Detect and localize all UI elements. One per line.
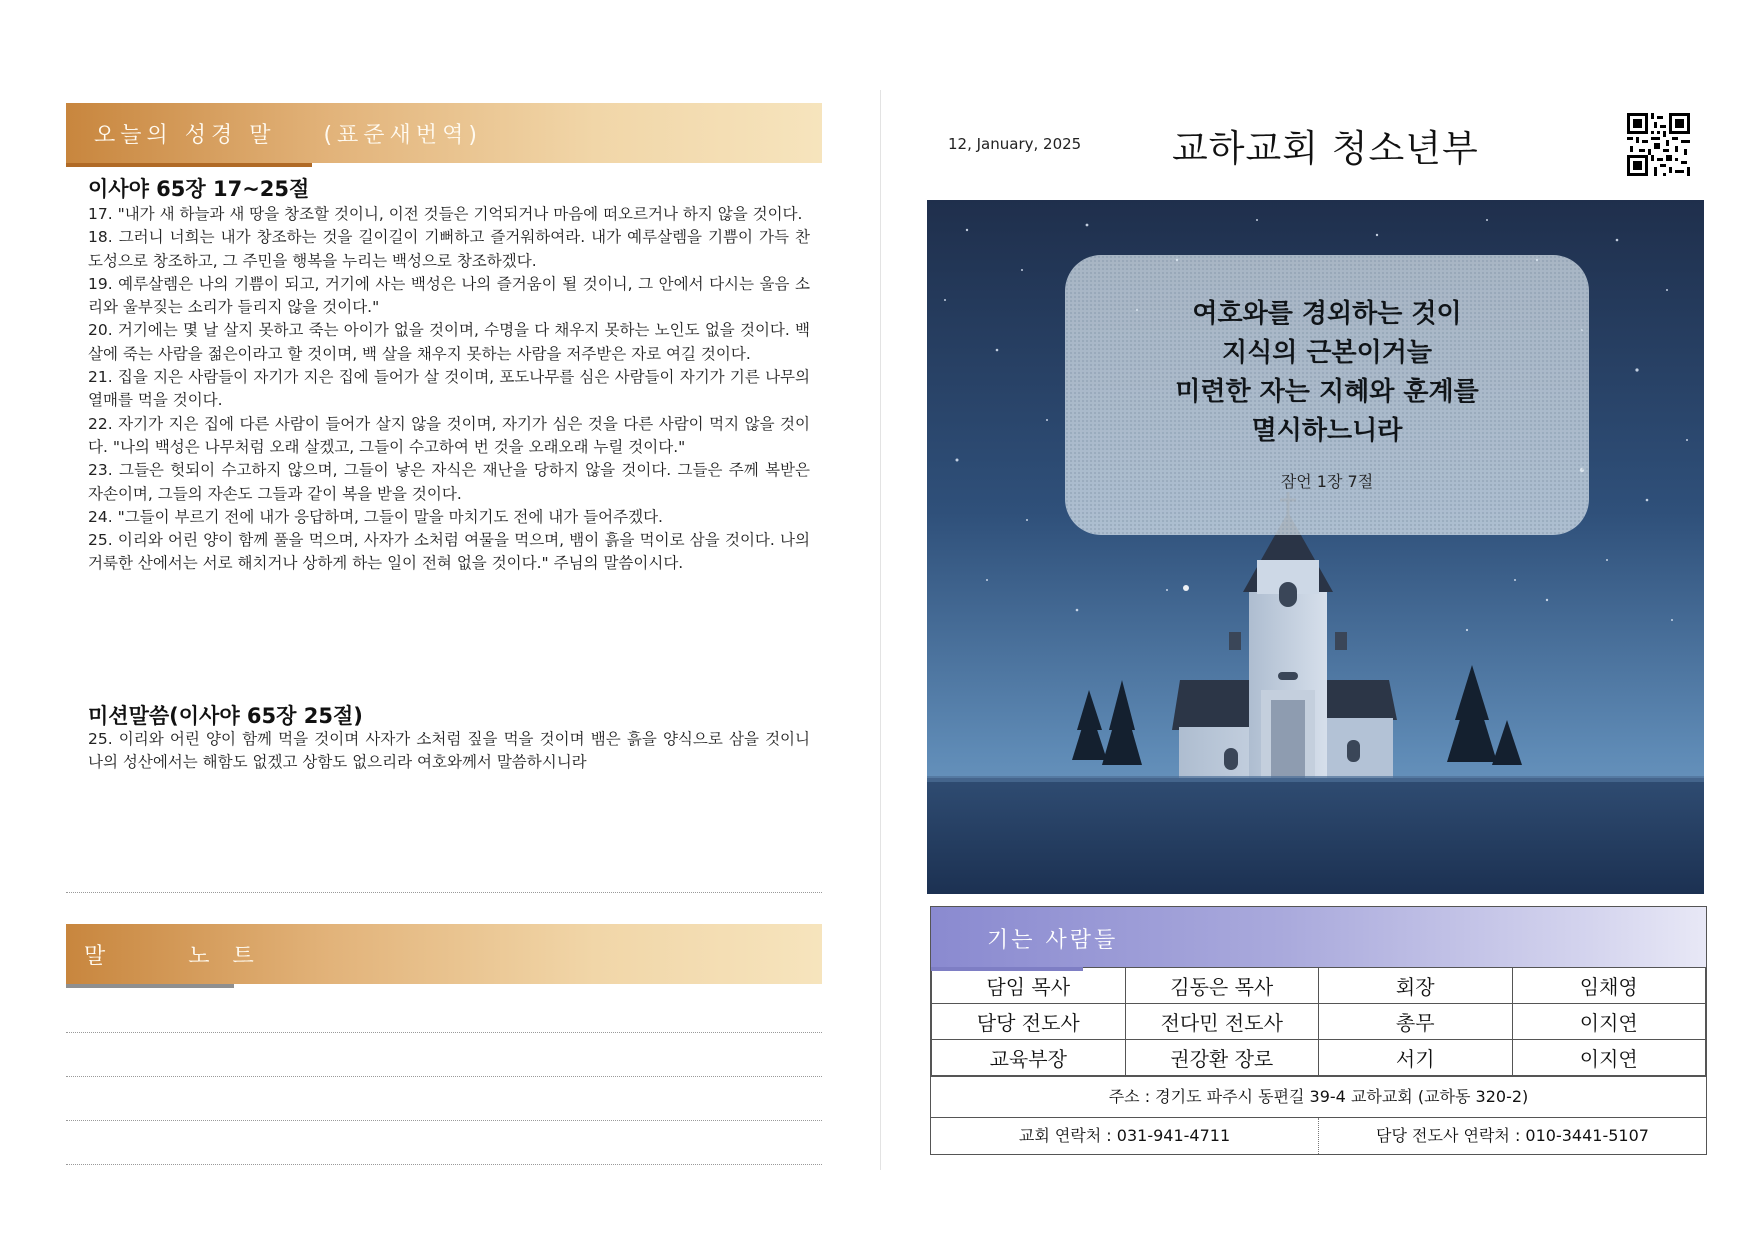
- notes-banner-label: 말 노 트: [84, 944, 262, 969]
- theme-verse-line: 멸시하느니라: [1251, 416, 1403, 446]
- staff-role: 회장: [1319, 968, 1513, 1004]
- bulletin-title: 교하교회 청소년부: [1172, 127, 1479, 170]
- staff-role: 교육부장: [932, 1040, 1126, 1076]
- page-fold-divider: [880, 90, 881, 1170]
- staff-name: 김동은 목사: [1125, 968, 1319, 1004]
- verse-25: 25. 이리와 어린 양이 함께 풀을 먹으며, 사자가 소처럼 여물을 먹으며, 뱀이 흙을 먹이로 삼을 것이다. 나의 거룩한 산에서는 서로 해치거나 상하게 하는 일이 전혀 없을 것이다." 주님의 말씀이시다.: [88, 531, 810, 573]
- staff-name: 권강환 장로: [1125, 1040, 1319, 1076]
- verse-21: 21. 집을 지은 사람들이 자기가 지은 집에 들어가 살 것이며, 포도나무를 심은 사람들이 자기가 기른 나무의 열매를 먹을 것이다.: [88, 368, 810, 410]
- staff-table: [931, 967, 1706, 1076]
- verse-20: 20. 거기에는 몇 날 살지 못하고 죽는 아이가 없을 것이며, 수명을 다 채우지 못하는 노인도 없을 것이다. 백 살에 죽는 사람을 젊은이라고 할 것이며, 백 살을 채우지 못하는 사람을 저주받은 자로 여길 것이다.: [88, 321, 810, 363]
- scripture-banner-label: 오늘의 성경 말 (표준새번역): [94, 123, 482, 148]
- note-line: [66, 1032, 822, 1033]
- table-row: [932, 1004, 1706, 1040]
- church-address: 주소 : 경기도 파주시 동편길 39-4 교하교회 (교하동 320-2): [931, 1076, 1706, 1117]
- ministers-header: [931, 907, 1706, 967]
- bulletin-date: 12, January, 2025: [948, 135, 1082, 153]
- verse-17: 17. "내가 새 하늘과 새 땅을 창조할 것이니, 이전 것들은 기억되거나 마음에 떠오르거나 하지 않을 것이다.: [88, 205, 803, 223]
- theme-verse-line: 여호와를 경외하는 것이: [1192, 299, 1462, 329]
- hero-image: [927, 200, 1704, 894]
- verse-22: 22. 자기가 지은 집에 다른 사람이 들어가 살지 않을 것이며, 자기가 심은 것을 다른 사람이 먹지 않을 것이다. "나의 백성은 나무처럼 오래 살겠고, 그들이 수고하여 번 것을 오래오래 누릴 것이다.": [88, 414, 810, 456]
- staff-name: 임채영: [1512, 968, 1706, 1004]
- theme-verse-reference: 잠언 1장 7절: [1280, 472, 1374, 491]
- note-line: [66, 1120, 822, 1121]
- staff-role: 담당 전도사: [932, 1004, 1126, 1040]
- scripture-banner-underline: [66, 163, 312, 167]
- contact-row: [931, 1117, 1706, 1154]
- table-row: [932, 968, 1706, 1004]
- ministers-header-label: 기는 사람들: [987, 928, 1119, 953]
- theme-verse-line: 지식의 근본이거늘: [1222, 338, 1432, 368]
- staff-role: 서기: [1319, 1040, 1513, 1076]
- verse-24: 24. "그들이 부르기 전에 내가 응답하며, 그들이 말을 마치기도 전에 내가 들어주겠다.: [88, 507, 663, 526]
- mission-heading: 미션말씀(이사야 65장 25절): [88, 704, 363, 728]
- divider-line: [66, 892, 822, 893]
- mission-verse: 25. 이리와 어린 양이 함께 먹을 것이며 사자가 소처럼 짚을 먹을 것이며 뱀은 흙을 양식으로 삼을 것이니 나의 성산에서는 해함도 없겠고 상함도 없으리라 여호와께서 말씀하시니라: [88, 730, 810, 772]
- staff-name: 이지연: [1512, 1040, 1706, 1076]
- passage-heading: 이사야 65장 17~25절: [88, 177, 310, 201]
- staff-name: 이지연: [1512, 1004, 1706, 1040]
- staff-role: 담임 목사: [932, 968, 1126, 1004]
- passage-verses: [88, 203, 810, 576]
- notes-banner-underline: [66, 984, 234, 988]
- theme-verse-box: [1065, 255, 1589, 535]
- theme-verse-line: 미련한 자는 지혜와 훈계를: [1175, 377, 1479, 407]
- table-row: [932, 1040, 1706, 1076]
- pastor-phone: 담당 전도사 연락처 : 010-3441-5107: [1376, 1126, 1649, 1145]
- verse-18: 18. 그러니 너희는 내가 창조하는 것을 길이길이 기뻐하고 즐거워하여라. 내가 예루살렘을 기쁨이 가득 찬 도성으로 창조하고, 그 주민을 행복을 누리는 백성으로 창조하겠다.: [88, 228, 810, 270]
- ministers-header-accent: [931, 967, 1083, 971]
- church-phone: 교회 연락처 : 031-941-4711: [931, 1118, 1319, 1154]
- scripture-banner: [66, 103, 822, 163]
- staff-name: 전다민 전도사: [1125, 1004, 1319, 1040]
- verse-19: 19. 예루살렘은 나의 기쁨이 되고, 거기에 사는 백성은 나의 즐거움이 될 것이니, 그 안에서 다시는 울음 소리와 울부짖는 소리가 들리지 않을 것이다.": [88, 274, 810, 317]
- staff-role: 총무: [1319, 1004, 1513, 1040]
- verse-23: 23. 그들은 헛되이 수고하지 않으며, 그들이 낳은 자식은 재난을 당하지 않을 것이다. 그들은 주께 복받은 자손이며, 그들의 자손도 그들과 같이 복을 받을 것이다.: [88, 461, 810, 503]
- note-line: [66, 1076, 822, 1077]
- notes-banner: [66, 924, 822, 984]
- note-line: [66, 1164, 822, 1165]
- qr-code-icon: [1627, 113, 1690, 176]
- ministers-panel: [930, 906, 1707, 1155]
